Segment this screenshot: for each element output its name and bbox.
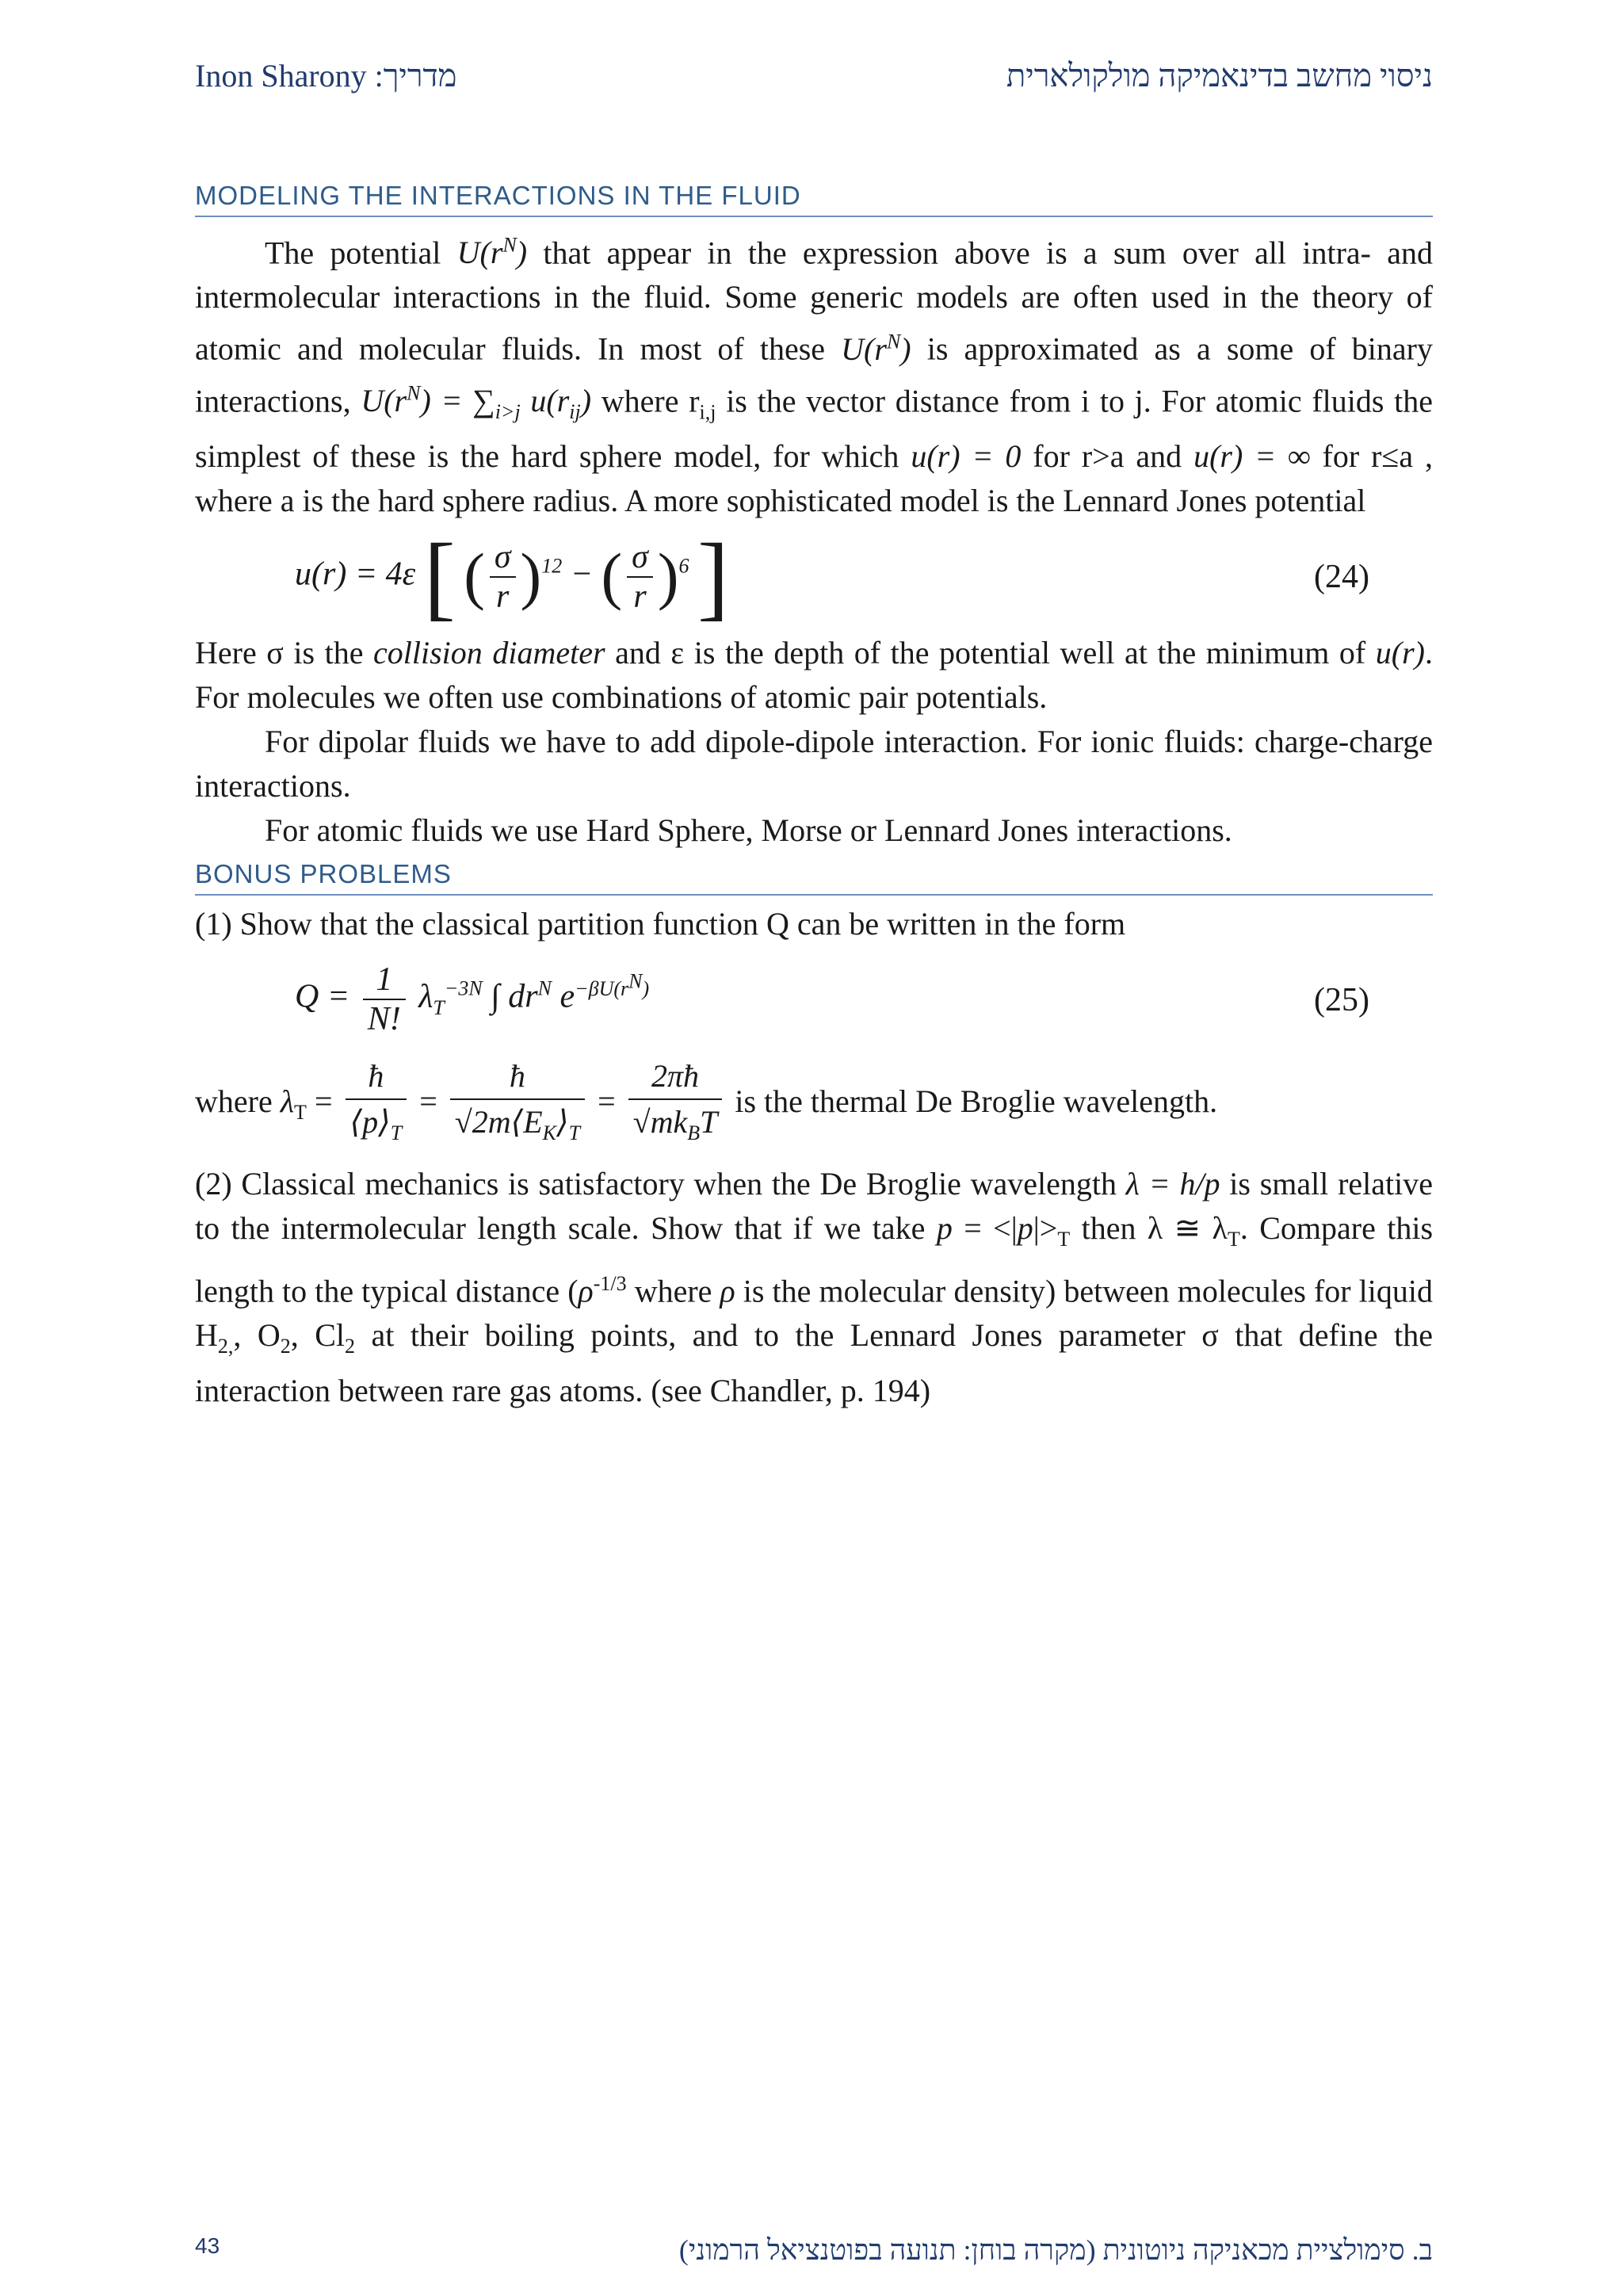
math-U-rN: $U(r^N)$ — [456, 234, 528, 271]
header-instructor: Inon Sharony :מדריך — [195, 58, 457, 94]
paragraph-thermal-wavelength: where $\lambda_T$ = $\frac{ħ}{⟨p⟩_T}$ = $\frac{ħ}{√2m⟨E_K⟩_T}$ = $\frac{2\pi ħ}{√mk_BT}$ is the thermal De Broglie wavelength. — [195, 1054, 1433, 1156]
equation-24: u(r) = 4ε [ ( $\frac{\sigma}{r}$ )$^{12}$ − ( $\frac{\sigma}{r}$ )$^6$ ] (24) — [295, 523, 1369, 629]
footer-chapter-title: ב. סימולציית מכאניקה ניוטונית (מקרה בוחן: תנועה בפוטנציאל הרמוני) — [678, 2234, 1433, 2266]
equation-number-25: (25) — [1314, 981, 1369, 1018]
page-content — [195, 181, 1433, 1413]
paragraph-potential: The potential $U(r^N)$ that appear in the expression above is a sum over all intra- and intermolecular interactions in the fluid. Some generic models are often used in the theory of atomic and molecular fluids. In most of these $U(r^N)$ is approximated as a some of binary interactions, $U(r^N) = \sum_{i>j}$ $u(r_{ij})$ where $r_{i,j}$ is the vector distance from i to j. For atomic fluids the simplest of these is the hard sphere model, for which u(r) = 0 for r>a and u(r) = ∞ for r≤a , where a is the hard sphere radius. A more sophisticated model is the Lennard Jones potential — [195, 234, 1434, 518]
paragraph-collision-diameter: Here σ is the collision diameter and ε is the depth of the potential well at the minimum of u(r). For molecules we often use combinations of atomic pair potentials. — [195, 634, 1433, 715]
section-heading-bonus: BONUS PROBLEMS — [195, 859, 1433, 896]
math-u-zero: u(r) = 0 — [911, 437, 1022, 474]
header-course-title: ניסוי מחשב בדינאמיקה מולקולארית — [1006, 58, 1433, 94]
math-U-rN-2: $U(r^N)$ — [841, 330, 911, 367]
paragraph-dipolar: For dipolar fluids we have to add dipole-dipole interaction. For ionic fluids: charge-charge interactions. — [195, 723, 1433, 804]
math-sum-pair: $U(r^N) = \sum_{i>j}$ $u(r_{ij})$ — [361, 381, 592, 423]
question-1: (1) Show that the classical partition function Q can be written in the form — [195, 905, 1126, 942]
math-u-inf: u(r) = ∞ — [1193, 437, 1311, 474]
question-2: (2) Classical mechanics is satisfactory when the De Broglie wavelength λ = h/p is small relative to the intermolecular length scale. Show that if we take $p = <|p|>_T$ then λ ≅ $\lambda_T$. Compare this length to the typical distance ($\rho^{-1/3}$ where ρ is the molecular density) between molecules for liquid $H_{2,}$, $O_2$, $Cl_2$ at their boiling points, and to the Lennard Jones parameter σ that define the interaction between rare gas atoms. (see Chandler, p. 194) — [195, 1165, 1434, 1409]
page-number: 43 — [195, 2233, 220, 2258]
paragraph-atomic-fluids: For atomic fluids we use Hard Sphere, Morse or Lennard Jones interactions. — [265, 812, 1232, 848]
equation-25: Q = $\frac{1}{N!}$ $\lambda_T^{-3N}$ ∫ $dr^N$ $e^{-\beta U(r^N)}$ (25) — [295, 961, 1369, 1037]
equation-number-24: (24) — [1314, 558, 1369, 595]
section-heading-modeling: MODELING THE INTERACTIONS IN THE FLUID — [195, 181, 1433, 217]
